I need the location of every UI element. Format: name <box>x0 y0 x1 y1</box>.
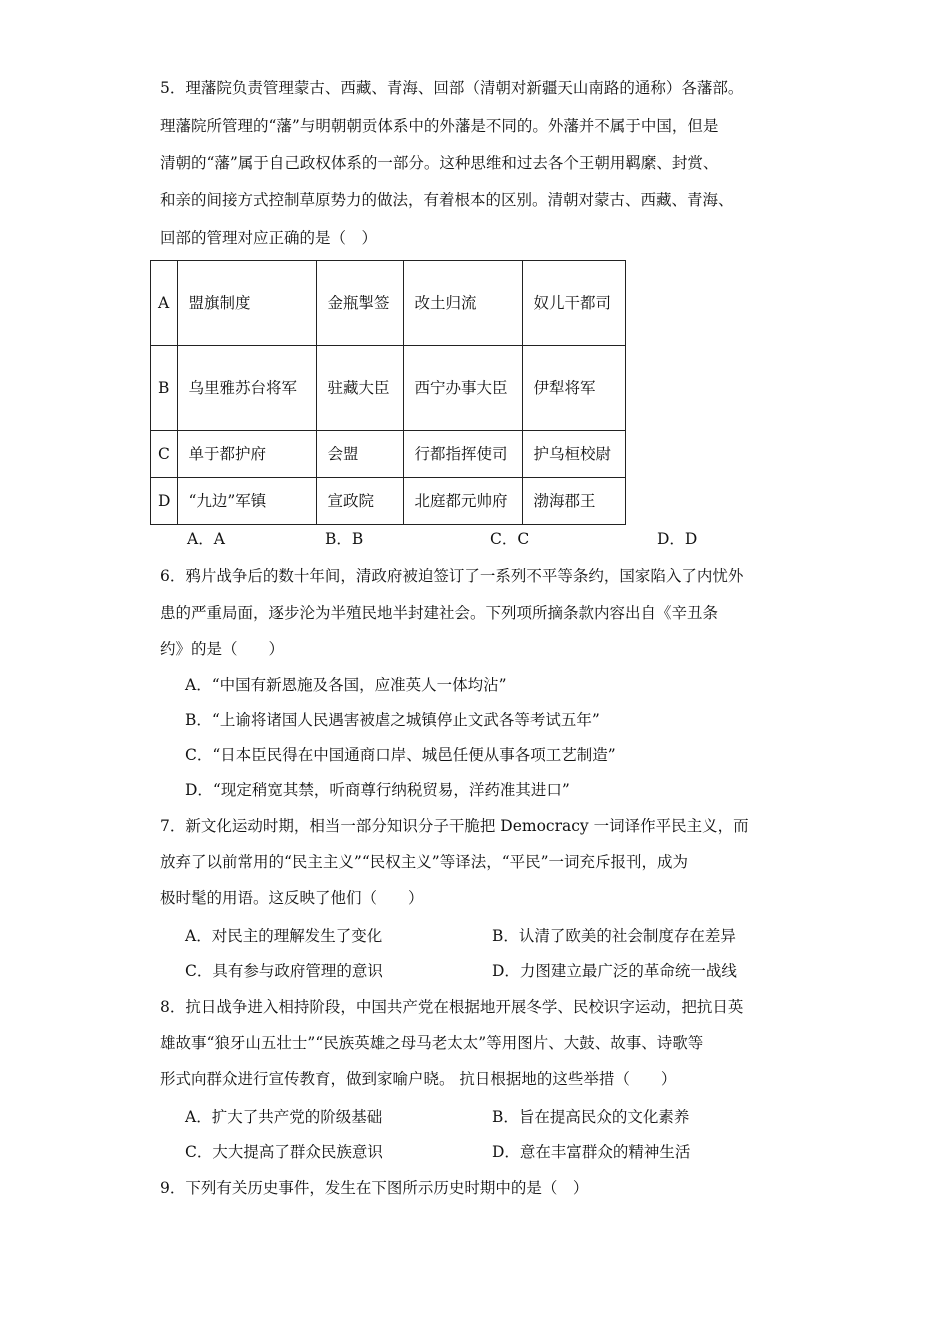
table-cell: C <box>151 431 178 478</box>
table-cell: B <box>151 346 178 431</box>
q8-option-c: C．大大提高了群众民族意识 <box>185 1143 383 1161</box>
q9-stem-line-1: 9．下列有关历史事件，发生在下图所示历史时期中的是（ ） <box>160 1179 589 1197</box>
q6-stem-line-1: 6．鸦片战争后的数十年间，清政府被迫签订了一系列不平等条约，国家陷入了内忧外 <box>160 567 744 585</box>
table-cell: 单于都护府 <box>178 431 317 478</box>
q5-stem-line-2: 理藩院所管理的“藩”与明朝朝贡体系中的外藩是不同的。外藩并不属于中国，但是 <box>160 117 719 135</box>
table-cell: 护乌桓校尉 <box>523 431 626 478</box>
q8-option-d: D．意在丰富群众的精神生活 <box>492 1143 691 1161</box>
q5-stem-line-4: 和亲的间接方式控制草原势力的做法，有着根本的区别。清朝对蒙古、西藏、青海、 <box>160 191 734 209</box>
table-cell: 金瓶掣签 <box>317 261 404 346</box>
q7-option-c: C．具有参与政府管理的意识 <box>185 962 383 980</box>
q6-stem-line-3: 约》的是（ ） <box>160 640 285 658</box>
q5-option-d: D．D <box>657 530 698 548</box>
table-cell: 乌里雅苏台将军 <box>178 346 317 431</box>
table-cell: 宣政院 <box>317 478 404 525</box>
table-row <box>151 261 626 346</box>
table-cell: D <box>151 478 178 525</box>
q6-option-a: A．“中国有新恩施及各国，应准英人一体均沾” <box>185 676 507 694</box>
table-row <box>151 346 626 431</box>
table-cell: 奴儿干都司 <box>523 261 626 346</box>
table-cell: 行都指挥使司 <box>404 431 523 478</box>
q5-stem-line-5: 回部的管理对应正确的是（ ） <box>160 229 378 247</box>
q6-option-d: D．“现定稍宽其禁，听商尊行纳税贸易，洋药准其进口” <box>185 781 570 799</box>
q8-stem-line-1: 8．抗日战争进入相持阶段，中国共产党在根据地开展冬学、民校识字运动，把抗日英 <box>160 998 744 1016</box>
q7-option-b: B．认清了欧美的社会制度存在差异 <box>492 927 736 945</box>
q7-stem-line-1: 7．新文化运动时期，相当一部分知识分子干脆把 Democracy 一词译作平民主义，而 <box>160 817 749 835</box>
q7-stem-line-3: 极时髦的用语。这反映了他们（ ） <box>160 889 424 907</box>
q5-stem-line-1: 5．理藩院负责管理蒙古、西藏、青海、回部（清朝对新疆天山南路的通称）各藩部。 <box>160 79 744 97</box>
table-cell: “九边”军镇 <box>178 478 317 525</box>
q8-option-b: B．旨在提高民众的文化素养 <box>492 1108 690 1126</box>
table-row <box>151 478 626 525</box>
table-cell: A <box>151 261 178 346</box>
q5-option-b: B．B <box>325 530 364 548</box>
q7-option-d: D．力图建立最广泛的革命统一战线 <box>492 962 737 980</box>
q7-stem-line-2: 放弃了以前常用的“民主主义”“民权主义”等译法，“平民”一词充斥报刊，成为 <box>160 853 689 871</box>
q5-options-table <box>150 260 626 525</box>
q5-option-a: A．A <box>187 530 225 548</box>
table-cell: 西宁办事大臣 <box>404 346 523 431</box>
table-cell: 北庭都元帅府 <box>404 478 523 525</box>
q8-stem-line-3: 形式向群众进行宣传教育，做到家喻户晓。 抗日根据地的这些举措（ ） <box>160 1070 677 1088</box>
table-cell: 会盟 <box>317 431 404 478</box>
q8-option-a: A．扩大了共产党的阶级基础 <box>185 1108 383 1126</box>
table-cell: 改土归流 <box>404 261 523 346</box>
table-row <box>151 431 626 478</box>
table-cell: 盟旗制度 <box>178 261 317 346</box>
table-cell: 渤海郡王 <box>523 478 626 525</box>
q5-stem-line-3: 清朝的“藩”属于自己政权体系的一部分。这种思维和过去各个王朝用羁縻、封赏、 <box>160 154 719 172</box>
q6-stem-line-2: 患的严重局面，逐步沦为半殖民地半封建社会。下列项所摘条款内容出自《辛丑条 <box>160 604 719 622</box>
q5-option-c: C．C <box>490 530 530 548</box>
q8-stem-line-2: 雄故事“狼牙山五壮士”“民族英雄之母马老太太”等用图片、大鼓、故事、诗歌等 <box>160 1034 704 1052</box>
table-cell: 伊犁将军 <box>523 346 626 431</box>
q6-option-c: C．“日本臣民得在中国通商口岸、城邑任便从事各项工艺制造” <box>185 746 616 764</box>
q7-option-a: A．对民主的理解发生了变化 <box>185 927 383 945</box>
table-cell: 驻藏大臣 <box>317 346 404 431</box>
q6-option-b: B．“上谕将诸国人民遇害被虐之城镇停止文武各等考试五年” <box>185 711 600 729</box>
